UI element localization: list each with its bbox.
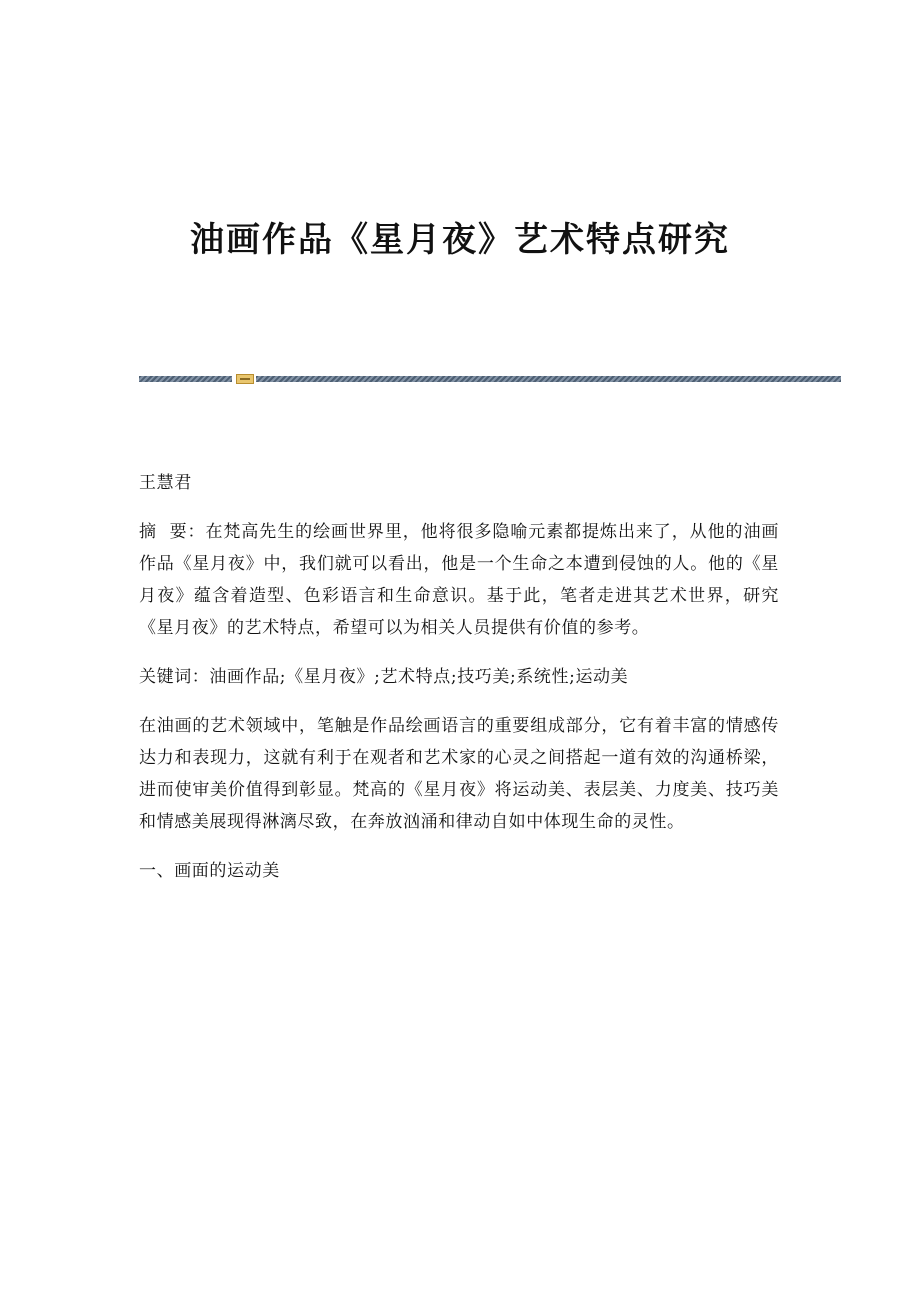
keywords-paragraph [139,661,779,693]
document-body [139,467,779,904]
abstract-text: 在梵高先生的绘画世界里，他将很多隐喻元素都提炼出来了，从他的油画作品《星月夜》中，我们就可以看出，他是一个生命之本遭到侵蚀的人。他的《星月夜》蕴含着造型、色彩语言和生命意识。基于此，笔者走进其艺术世界，研究《星月夜》的艺术特点，希望可以为相关人员提供有价值的参考。 [139,522,780,638]
divider-bar-left [139,376,232,382]
section-heading: 一、画面的运动美 [139,861,280,881]
author-name: 王慧君 [139,473,192,493]
divider-ornament-icon [236,374,254,384]
divider-bar-right [256,376,841,382]
keywords-label: 关键词： [139,667,210,687]
document-title: 油画作品《星月夜》艺术特点研究 [190,220,730,260]
keywords-text: 油画作品;《星月夜》;艺术特点;技巧美;系统性;运动美 [209,667,629,687]
title-divider [139,374,841,384]
abstract-paragraph [139,516,779,644]
abstract-label: 摘 要： [139,522,206,542]
intro-paragraph: 在油画的艺术领域中，笔触是作品绘画语言的重要组成部分，它有着丰富的情感传达力和表现力，这就有利于在观者和艺术家的心灵之间搭起一道有效的沟通桥梁，进而使审美价值得到彰显。梵高的《星月夜》将运动美、表层美、力度美、技巧美和情感美展现得淋漓尽致，在奔放汹涌和律动自如中体现生命的灵性。 [139,716,779,832]
